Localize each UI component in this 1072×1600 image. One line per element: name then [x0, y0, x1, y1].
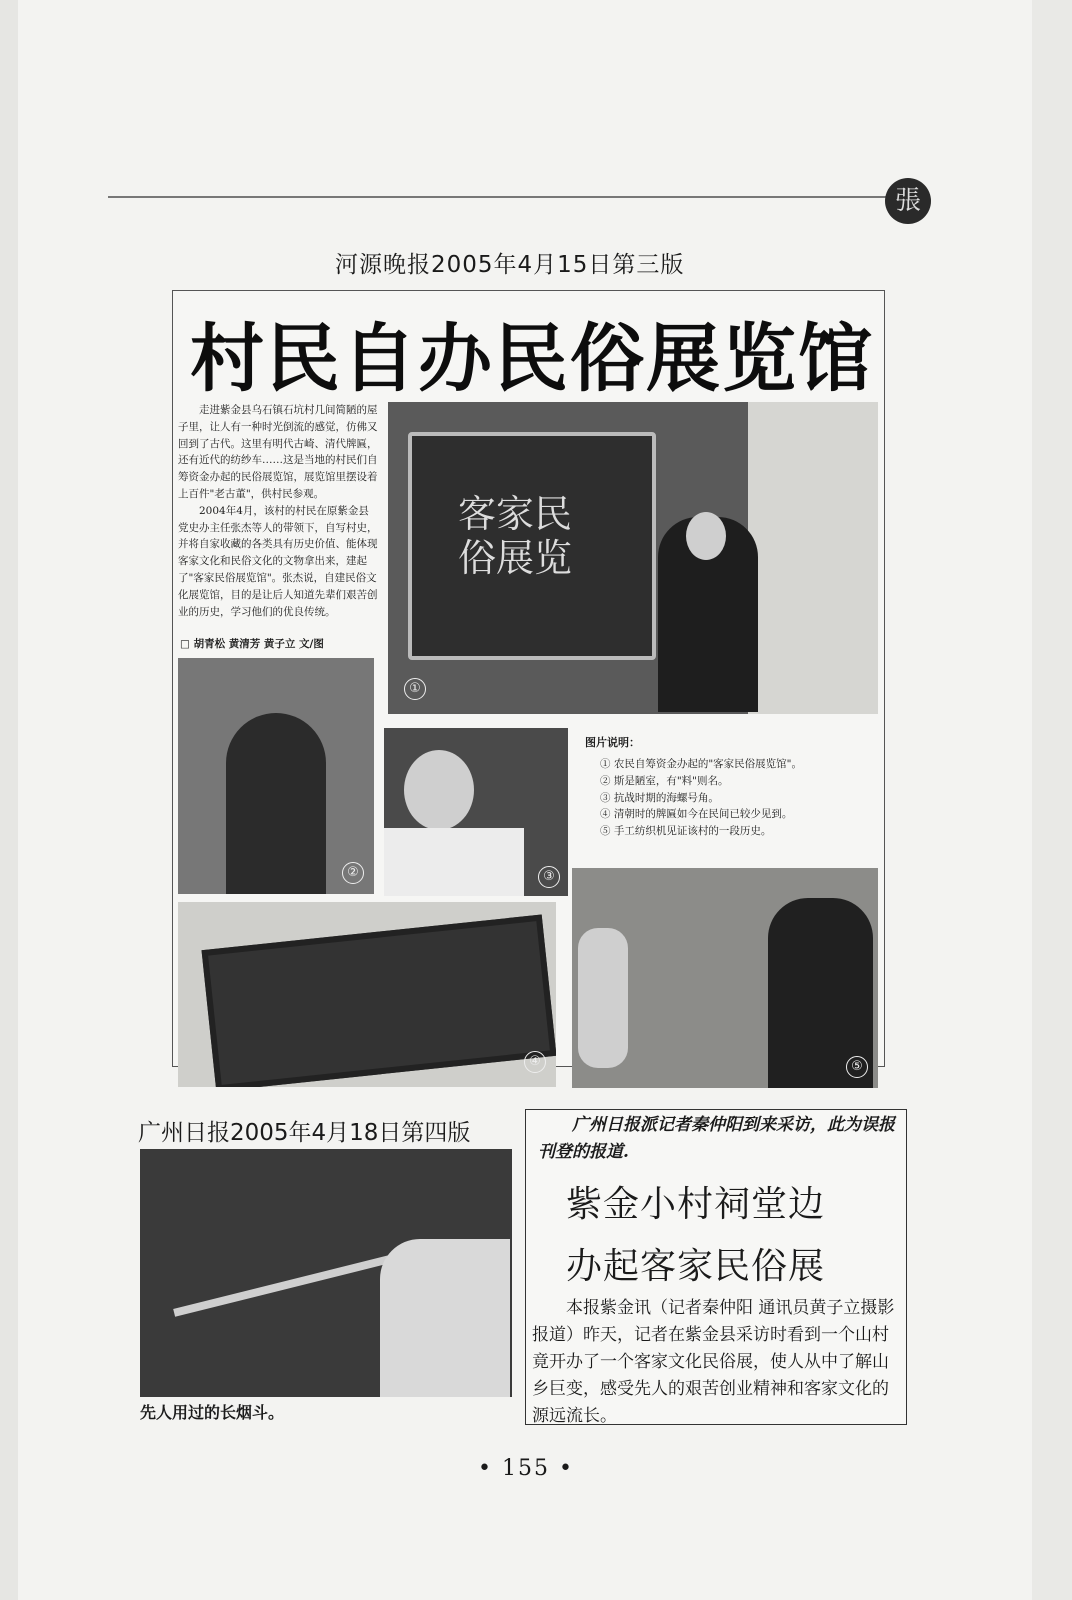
- photo-plaque: [178, 902, 556, 1087]
- vase: [578, 928, 628, 1068]
- photo-number: ①: [404, 678, 426, 700]
- source-heyuan: 河源晚报2005年4月15日第三版: [335, 252, 685, 278]
- man-head: [686, 512, 726, 560]
- article2-body: 本报紫金讯（记者秦仲阳 通讯员黄子立摄影报道）昨天，记者在紫金县采访时看到一个山村竟开办了一个客家文化民俗展，使人从中了解山乡巨变，感受先人的艰苦创业精神和客家文化的源远流长。: [532, 1298, 895, 1426]
- photo-museum-entrance: [388, 402, 878, 714]
- captions-title: 图片说明：: [585, 736, 640, 749]
- photo-exhibition-room: [178, 658, 374, 894]
- doorway-arch: [226, 713, 326, 894]
- seal-stamp: 張: [885, 178, 931, 224]
- page-number: • 155 •: [478, 1456, 574, 1481]
- caption-item: ① 农民自筹资金办起的"客家民俗展览馆"。: [600, 758, 802, 770]
- caption-item: ④ 清朝时的牌匾如今在民间已较少见到。: [600, 808, 793, 821]
- handwritten-note: 广州日报派记者秦仲阳到来采访，此为误报刊登的报道.: [538, 1115, 895, 1162]
- scan-edge-right: [1032, 0, 1072, 1600]
- pipe-photo-caption: 先人用过的长烟斗。: [140, 1403, 285, 1422]
- header-rule: [108, 196, 898, 198]
- article1-paragraph-1: 走进紫金县乌石镇石坑村几间简陋的屋子里，让人有一种时光倒流的感觉，仿佛又回到了古代。这里有明代古崎、清代牌匾，还有近代的纺纱车……这是当地的村民们自筹资金办起的民俗展览馆，展览馆里摆设着上百件"老古董"，供村民参观。: [178, 404, 378, 500]
- article1-byline: □ 胡青松 黄清芳 黄子立 文/图: [180, 638, 324, 650]
- caption-item: ③ 抗战时期的海螺号角。: [600, 791, 719, 804]
- article2-headline-line2: 办起客家民俗展: [566, 1246, 826, 1287]
- article2-headline: [566, 1174, 825, 1298]
- photo-loom: [572, 868, 878, 1088]
- article2-headline-line1: 紫金小村祠堂边: [566, 1184, 826, 1225]
- white-shirt: [384, 828, 524, 896]
- man-figure: [380, 1239, 510, 1397]
- photo-long-pipe: [140, 1149, 512, 1397]
- photo-number: ③: [538, 866, 560, 888]
- photo-conch-horn: [384, 728, 568, 896]
- photo-number: ④: [524, 1051, 546, 1073]
- article1-headline: 村民自办民俗展览馆: [190, 316, 874, 402]
- photo-number: ⑤: [846, 1056, 868, 1078]
- museum-sign: 客家民俗展览: [458, 492, 573, 580]
- house-wall: [748, 402, 878, 714]
- man-face: [404, 750, 474, 830]
- article1-body: [178, 402, 378, 620]
- photo-number: ②: [342, 862, 364, 884]
- caption-item: ② 斯是陋室，有"料"则名。: [600, 774, 729, 787]
- wooden-plaque: [202, 915, 556, 1087]
- source-guangzhou: 广州日报2005年4月18日第四版: [138, 1120, 471, 1146]
- article1-paragraph-2: 2004年4月，该村的村民在原紫金县党史办主任张杰等人的带领下，自写村史，并将自家收藏的各类具有历史价值、能体现客家文化和民俗文化的文物拿出来，建起了"客家民俗展览馆"。张杰说，自建民俗文化展览馆，目的是让后人知道先辈们艰苦创业的历史，学习他们的优良传统。: [178, 504, 378, 618]
- photo-captions: [600, 756, 802, 840]
- scan-edge-left: [0, 0, 18, 1600]
- caption-item: ⑤ 手工纺织机见证该村的一段历史。: [600, 825, 772, 838]
